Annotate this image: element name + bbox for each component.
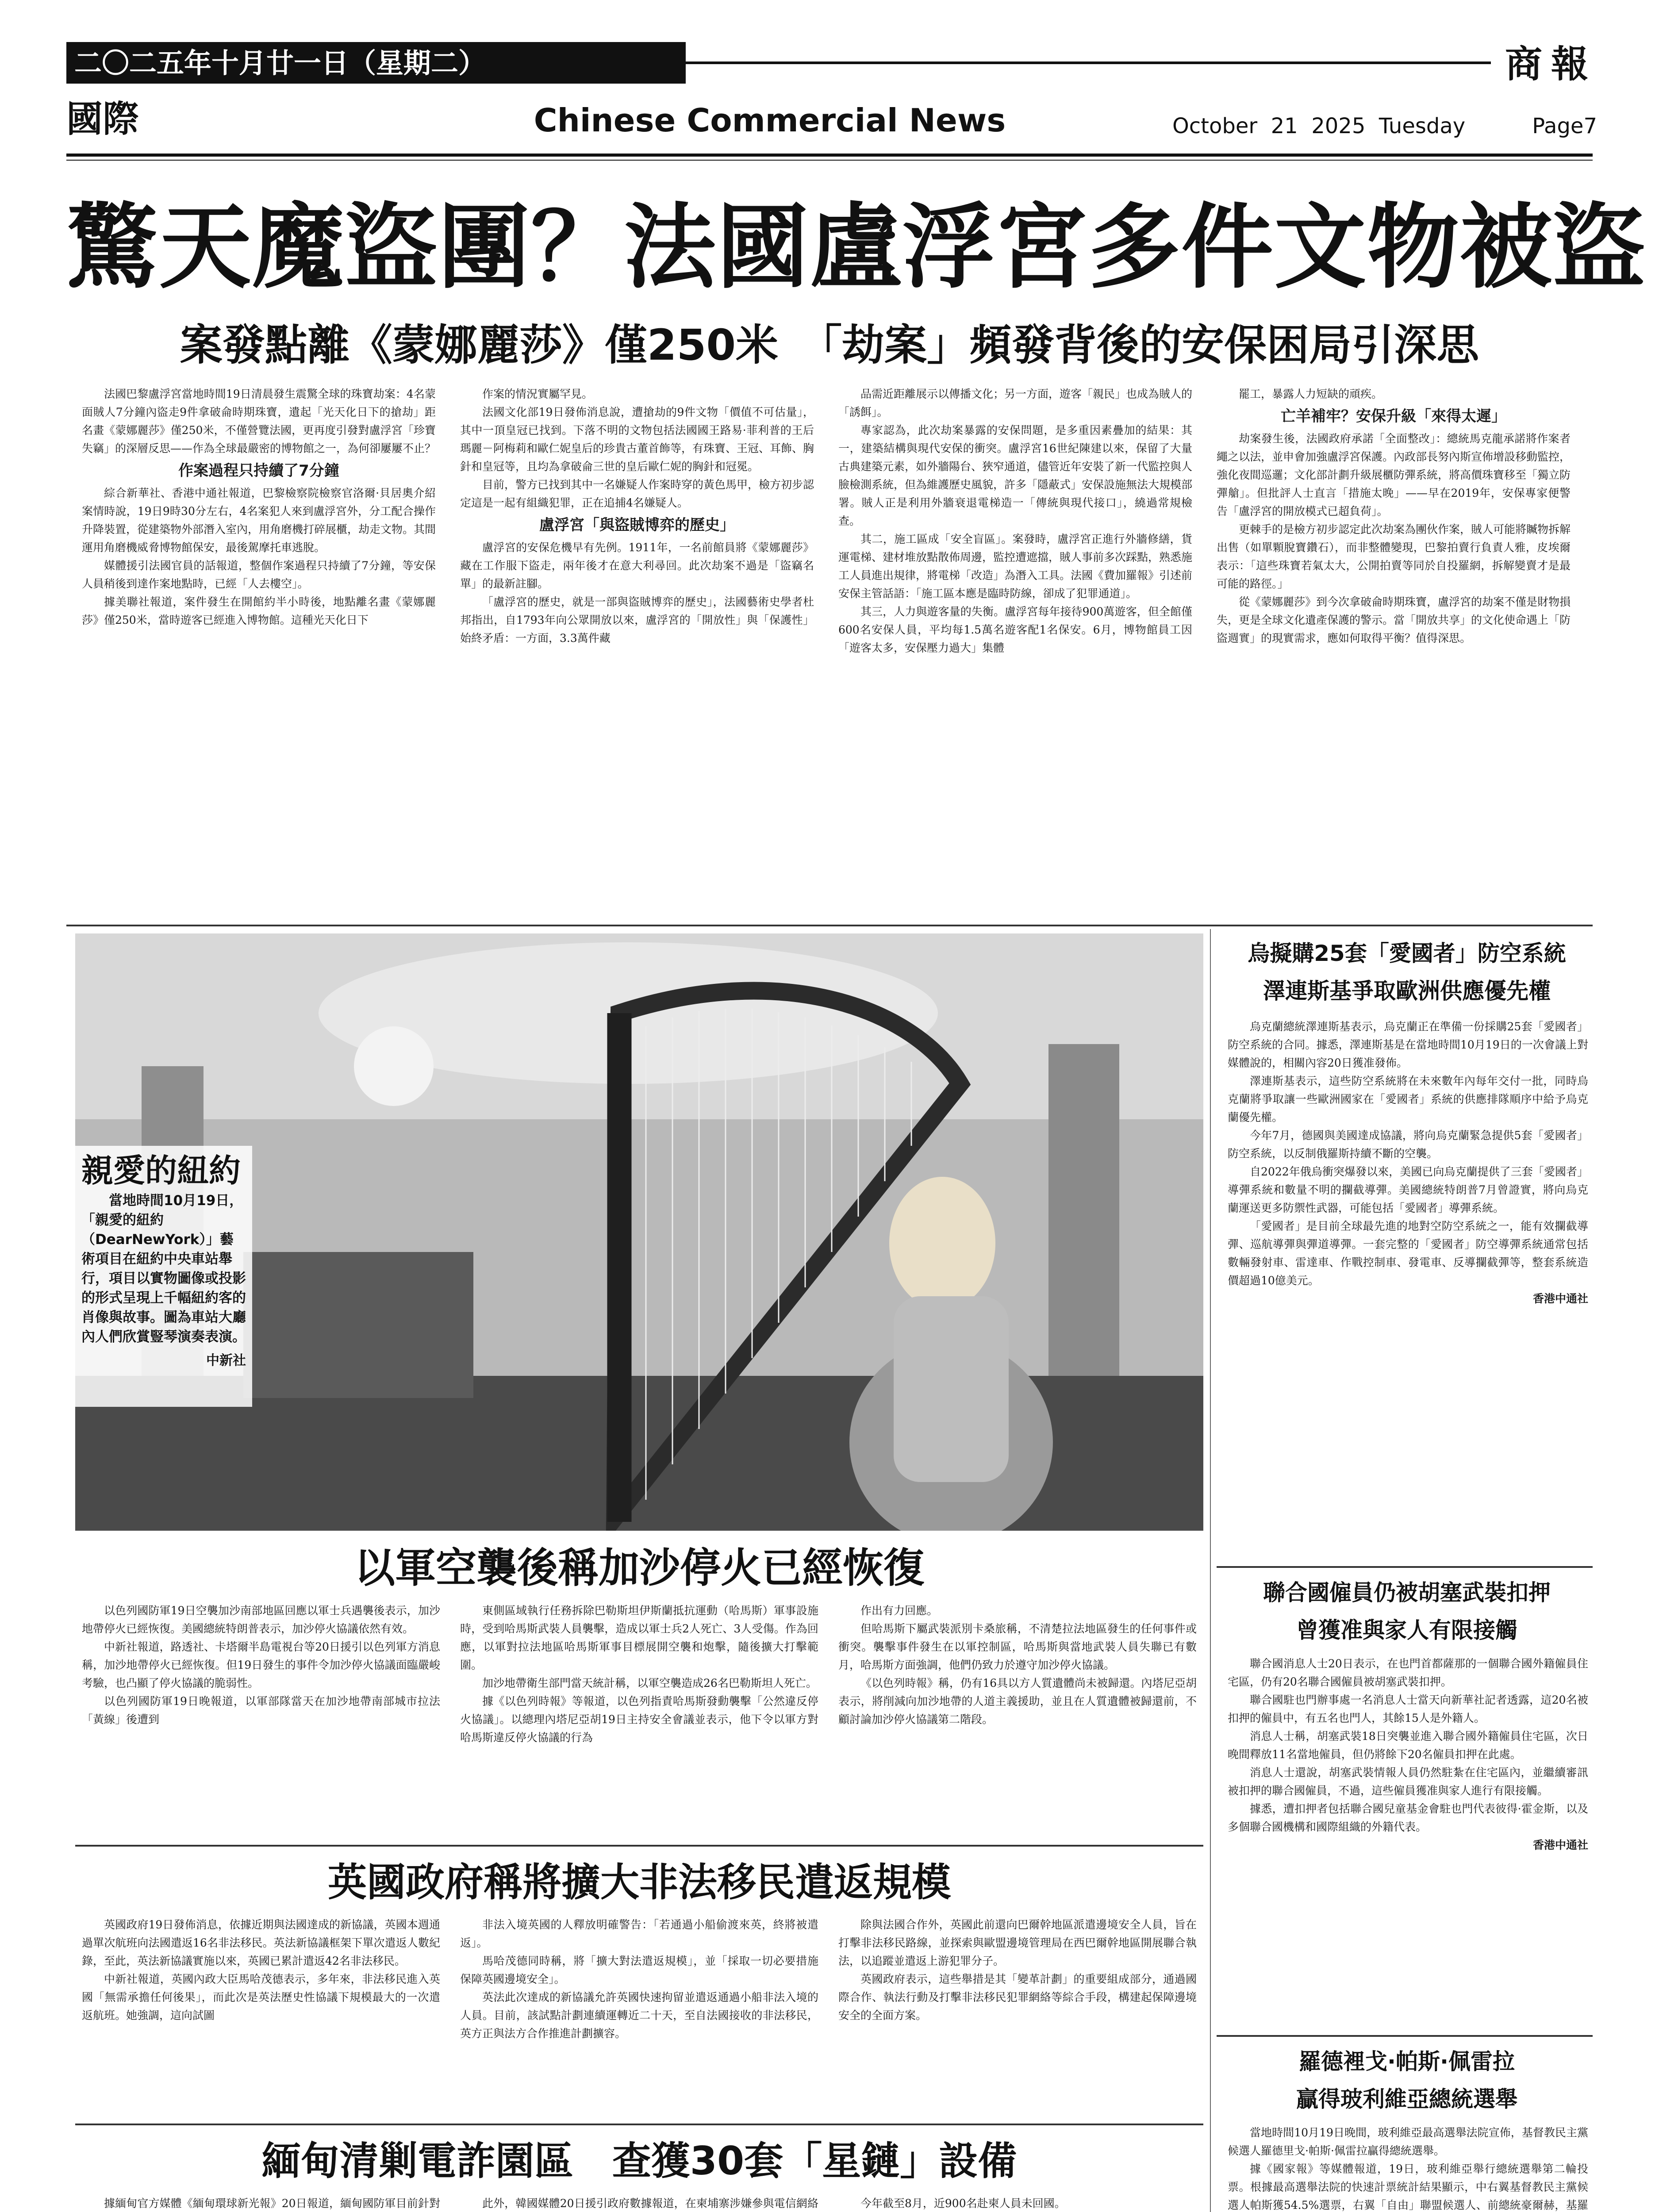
ukraine-body <box>1228 1018 1588 1562</box>
article-paragraph: 以色列國防軍19日空襲加沙南部地區回應以軍士兵遇襲後表示，加沙地帶停火已經恢復。美國總統特朗普表示，加沙停火協議依然有效。 <box>82 1604 440 1635</box>
masthead <box>66 42 1597 175</box>
sidebar-paragraph: 「愛國者」是目前全球最先進的地對空防空系統之一，能有效攔截導彈、巡航導彈與彈道導彈。一套完整的「愛國者」防空導彈系統通常包括數輛發射車、雷達車、作戰控制車、發電車、反導攔截彈等，整套系統造價超過10億美元。 <box>1228 1220 1588 1287</box>
article-paragraph: 其三，人力與遊客量的失衡。盧浮宮每年接待900萬遊客，但全館僅600名安保人員，平均每1.5萬名遊客配1名保安。6月，博物館員工因「遊客太多，安保壓力過大」集體 <box>838 605 1192 654</box>
article-paragraph: 據緬甸官方媒體《緬甸環球新光報》20日報道，緬甸國防軍目前針對 <box>104 2197 440 2210</box>
article-paragraph: 目前，警方已找到其中一名嫌疑人作案時穿的黃色馬甲，檢方初步認定這是一起有組織犯罪，正在追捕4名嫌疑人。 <box>460 478 814 509</box>
ukraine-headline-2: 澤連斯基爭取歐洲供應優先權 <box>1263 978 1551 1004</box>
divider-sidebar <box>1210 929 1211 2212</box>
divider-un <box>1217 2035 1593 2037</box>
uk-column-1 <box>82 1916 440 2119</box>
english-name: Chinese Commercial News <box>534 102 1006 139</box>
article-paragraph: 此外，韓國媒體20日援引政府數據報道，在柬埔寨涉嫌參與電信網絡 <box>482 2197 818 2210</box>
article-paragraph: 《以色列時報》稱，仍有16具以方人質遺體尚未被歸還。內塔尼亞胡表示，將削減向加沙地帶的人道主義援助，並且在人質遺體被歸還前，不顧討論加沙停火協議第二階段。 <box>838 1677 1197 1726</box>
sidebar-paragraph: 澤連斯基表示，這些防空系統將在未來數年內每年交付一批，同時烏克蘭將爭取讓一些歐洲國家在「愛國者」系統的供應排隊順序中給予烏克蘭優先權。 <box>1228 1075 1588 1124</box>
article-paragraph: 「盧浮宮的歷史，就是一部與盜賊博弈的歷史」，法國藝術史學者杜邦指出，自1793年向公眾開放以來，盧浮宮的「開放性」與「保護性」始終矛盾：一方面，3.3萬件藏 <box>460 595 814 645</box>
masthead-bottom-rule <box>66 154 1593 157</box>
article-paragraph: 非法入境英國的人釋放明確警告：「若通過小船偷渡來英，終將被遣返」。 <box>460 1918 818 1949</box>
sidebar-paragraph: 聯合國駐也門辦事處一名消息人士當天向新華社記者透露，這20名被扣押的僱員中，有五名也門人，其餘15人是外籍人。 <box>1228 1694 1588 1724</box>
bolivia-headline-1: 羅德裡戈·帕斯·佩雷拉 <box>1299 2049 1515 2074</box>
article-paragraph: 加沙地帶衛生部門當天統計稱，以軍空襲造成26名巴勒斯坦人死亡。 <box>482 1677 817 1690</box>
paper-name: 商報 <box>1505 42 1597 86</box>
gaza-column-1 <box>82 1601 440 1840</box>
gaza-column-2 <box>460 1601 818 1840</box>
article-subhead: 盧浮宮「與盜賊博弈的歷史」 <box>539 516 735 534</box>
article-paragraph: 除與法國合作外，英國此前還向巴爾幹地區派遣邊境安全人員，旨在打擊非法移民路線，並探索與歐盟邊境管理局在西巴爾幹地區開展聯合執法，以追蹤並遣返上游犯罪分子。 <box>838 1918 1197 1967</box>
divider-uk <box>75 2124 1203 2125</box>
uk-column-3 <box>838 1916 1197 2119</box>
uk-column-2 <box>460 1916 818 2119</box>
article-paragraph: 馬哈茂德同時稱，將「擴大對法遣返規模」，並「採取一切必要措施保障英國邊境安全」。 <box>460 1955 818 1985</box>
article-paragraph: 英國政府19日發佈消息，依據近期與法國達成的新協議，英國本週通過單次航班向法國遣返16名非法移民。英法新協議框架下單次遣返人數紀錄，至此，英法新協議實施以來，英國已累計遣返42名非法移民。 <box>82 1918 440 1967</box>
article-paragraph: 媒體援引法國官員的話報道，整個作案過程只持續了7分鐘，等安保人員稍後到達作案地點時，已經「人去樓空」。 <box>82 559 436 590</box>
article-subhead: 作案過程只持續了7分鐘 <box>178 462 339 480</box>
article-paragraph: 更棘手的是檢方初步認定此次劫案為團伙作案，賊人可能將贓物拆解出售（如單顆脫寶鑽石），而非整體變現，巴黎拍賣行負責人雅，皮埃爾表示：「這些珠寶若氣太大，公開拍賣等同於自投羅網，拆解變賣才是最可能的路徑。」 <box>1217 523 1571 590</box>
myanmar-column-1 <box>82 2194 440 2212</box>
article-paragraph: 法國巴黎盧浮宮當地時間19日清晨發生震驚全球的珠寶劫案：4名蒙面賊人7分鐘內盜走9件拿破侖時期珠寶，遺起「光天化日下的搶劫」距名畫《蒙娜麗莎》僅250米，不僅營覽法國，更再度引發對盧浮宮「珍寶失竊」的深層反思——作為全球最嚴密的博物館之一，為何卻屢屢不止？ <box>82 388 436 455</box>
lead-column-1 <box>82 385 436 920</box>
sidebar-paragraph: 消息人士還說，胡塞武裝情報人員仍然駐紮在住宅區內，並繼續審訊被扣押的聯合國僱員，不過，這些僱員獲准與家人進行有限接觸。 <box>1228 1766 1588 1797</box>
sidebar-paragraph: 自2022年俄烏衝突爆發以來，美國已向烏克蘭提供了三套「愛國者」導彈系統和數量不明的攔截導彈。美國總統特朗普7月曾證實，將向烏克蘭運送更多防禦性武器，可能包括「愛國者」導彈系統。 <box>1228 1165 1588 1214</box>
article-paragraph: 東側區域執行任務拆除巴勒斯坦伊斯蘭抵抗運動（哈馬斯）軍事設施時，受到哈馬斯武裝人員襲擊，造成以軍士兵2人死亡、3人受傷。作為回應，以軍對拉法地區哈馬斯軍事目標展開空襲和炮擊，隨後擴大打擊範圍。 <box>460 1604 818 1671</box>
article-paragraph: 罷工，暴露人力短缺的頑疾。 <box>1239 388 1383 400</box>
article-paragraph: 其二，施工區成「安全盲區」。案發時，盧浮宮正進行外牆修繕，貨運電梯、建材堆放點散佈周邊，監控遭遮擋，賊人事前多次踩點，熟悉施工人員進出規律，將電梯「改造」為潛入工具。法國《費加羅報》引述前安保主管話語：「施工區本應是臨時防線，卻成了犯罪通道」。 <box>838 533 1192 600</box>
article-paragraph: 從《蒙娜麗莎》到今次拿破侖時期珠寶，盧浮宮的劫案不僅是財物損失，更是全球文化遺產保護的警示。當「開放共享」的文化使命遇上「防盜週實」的現實需求，應如何取得平衡？值得深思。 <box>1217 595 1571 645</box>
divider-lead <box>66 925 1593 926</box>
article-paragraph: 但哈馬斯下屬武裝派別卡桑旅稱，不清楚拉法地區發生的任何事件或衝突。襲擊事件發生在以軍控制區，哈馬斯與當地武裝人員失聯已有數月，哈馬斯方面強調，他們仍致力於遵守加沙停火協議。 <box>838 1622 1197 1671</box>
article-paragraph: 綜合新華社、香港中通社報道，巴黎檢察院檢察官洛爾·貝居奧介紹案情時說，19日9時30分左右，4名案犯人來到盧浮宮外，分工配合操作升降裝置，從建築物外部潛入室內，用角磨機打碎展櫃，劫走文物。其間運用角磨機威脅博物館保安，最後駕摩托車逃脫。 <box>82 487 436 554</box>
lead-column-3 <box>838 385 1192 920</box>
article-paragraph: 劫案發生後，法國政府承諾「全面整改」：總統馬克龍承諾將作案者繩之以法，並申會加強盧浮宮保護。內政部長努內斯宣佈增設移動監控，強化夜間巡邏；文化部計劃升級展櫃防彈系統，將高價珠寶移至「獨立防彈艙」。但批評人士直言「措施太晚」——早在2019年，安保專家便警告「盧浮宮的開放模式已超負荷」。 <box>1217 432 1571 518</box>
masthead-date: 二〇二五年十月廿一日（星期二） <box>74 47 486 79</box>
article-paragraph: 作出有力回應。 <box>860 1604 938 1617</box>
lead-column-4 <box>1217 385 1571 920</box>
article-paragraph: 中新社報道，路透社、卡塔爾半島電視台等20日援引以色列軍方消息稱，加沙地帶停火已經恢復。但19日發生的事件令加沙停火協議面臨嚴峻考驗，也凸顯了停火協議的脆弱性。 <box>82 1640 440 1690</box>
english-date: October 21 2025 Tuesday <box>1172 114 1466 138</box>
un-headline-2: 曾獲准與家人有限接觸 <box>1296 1617 1517 1643</box>
page-number: Page7 <box>1532 114 1597 138</box>
article-paragraph: 據《以色列時報》等報道，以色列指責哈馬斯發動襲擊「公然違反停火協議」。以總理內塔尼亞胡19日主持安全會議並表示，他下令以軍方對哈馬斯違反停火協議的行為 <box>460 1695 818 1744</box>
article-paragraph: 今年截至8月，近900名赴柬人員未回國。 <box>860 2197 1066 2210</box>
section-label: 國際 <box>66 98 139 140</box>
myanmar-column-2 <box>460 2194 818 2212</box>
harp-photo <box>75 933 1203 1531</box>
lead-headline: 驚天魔盜團？法國盧浮宮多件文物被盜 <box>66 194 1646 301</box>
gaza-headline: 以軍空襲後稱加沙停火已經恢復 <box>354 1544 924 1592</box>
photo-caption-box <box>75 1146 252 1407</box>
article-paragraph: 專家認為，此次劫案暴露的安保問題，是多重因素疊加的結果：其一，建築結構與現代安保的衝突。盧浮宮16世紀陳建以來，保留了大量古典建築元素，如外牆陽台、狹窄通道，儘管近年安裝了新一代監控與人臉檢測系統，但為維護歷史風貌，許多「隱蔽式」安保設施無法大規模部署。賊人正是利用外牆衰退電梯造一「傳統與現代接口」，繞過常規檢查。 <box>838 424 1192 527</box>
lead-column-2 <box>460 385 814 920</box>
un-body <box>1228 1655 1588 2031</box>
sidebar-paragraph: 據悉，遭扣押者包括聯合國兒童基金會駐也門代表彼得·霍金斯，以及多個聯合國機構和國際組織的外籍代表。 <box>1228 1802 1588 1833</box>
un-headline-1: 聯合國僱員仍被胡塞武裝扣押 <box>1263 1580 1551 1605</box>
gaza-column-3 <box>838 1601 1197 1840</box>
bolivia-headline-2: 贏得玻利維亞總統選舉 <box>1296 2086 1517 2112</box>
article-paragraph: 作案的情況實屬罕見。 <box>482 388 593 400</box>
divider-ukraine <box>1217 1566 1593 1568</box>
sidebar-paragraph: 烏克蘭總統澤連斯基表示，烏克蘭正在準備一份採購25套「愛國者」防空系統的合同。據悉，澤連斯基是在當地時間10月19日的一次會議上對媒體說的，相關內容20日獲准發佈。 <box>1228 1020 1588 1069</box>
sidebar-paragraph: 據《國家報》等媒體報道，19日，玻利維亞舉行總統選舉第二輪投票。根據最高選舉法院的快速計票統計結果顯示，中右翼基督教民主黨候選人帕斯獲54.5%選票，右翼「自由」聯盟候選人、前總統豪爾赫，基羅 <box>1228 2162 1588 2212</box>
article-paragraph: 品需近距離展示以傳播文化；另一方面，遊客「親民」也成為賊人的「誘餌」。 <box>838 388 1192 419</box>
myanmar-column-3 <box>838 2194 1197 2212</box>
news-source: 香港中通社 <box>1532 1292 1588 1305</box>
ukraine-headline-1: 烏擬購25套「愛國者」防空系統 <box>1248 941 1566 966</box>
sidebar-paragraph: 當地時間10月19日晚間，玻利維亞最高選舉法院宣佈，基督教民主黨候選人羅德里戈·帕斯·佩雷拉贏得總統選舉。 <box>1228 2126 1588 2157</box>
bolivia-body <box>1228 2124 1588 2212</box>
divider-gaza <box>75 1845 1203 1847</box>
myanmar-headline: 緬甸清剿電詐園區 查獲30套「星鏈」設備 <box>261 2138 1017 2184</box>
news-source: 香港中通社 <box>1532 1839 1588 1851</box>
photo-caption-text: 當地時間10月19日，「親愛的紐約（DearNewYork）」藝術項目在紐約中央車站舉行，項目以實物圖像或投影的形式呈現上千幅紐約客的肖像與故事。圖為車站大廳內人們欣賞豎琴演奏表演。 <box>81 1193 246 1345</box>
article-paragraph: 據美聯社報道，案件發生在開館約半小時後，地點離名畫《蒙娜麗莎》僅250米，當時遊客已經進入博物館。這種光天化日下 <box>82 595 436 626</box>
article-paragraph: 盧浮宮的安保危機早有先例。1911年，一名前館員將《蒙娜麗莎》藏在工作服下盜走，兩年後才在意大利尋回。此次劫案不過是「盜竊名單」的最新註腳。 <box>460 541 814 590</box>
lead-subhead: 案發點離《蒙娜麗莎》僅250米 「劫案」頻發背後的安保困局引深思 <box>180 320 1479 370</box>
uk-headline: 英國政府稱將擴大非法移民遣返規模 <box>327 1859 951 1905</box>
article-paragraph: 中新社報道，英國內政大臣馬哈茂德表示，多年來，非法移民進入英國「無需承擔任何後果」，而此次是英法歷史性協議下規模最大的一次遣返航班。她強調，這向試圖 <box>82 1973 440 2022</box>
sidebar-paragraph: 聯合國消息人士20日表示，在也門首都薩那的一個聯合國外籍僱員住宅區，仍有20名聯合國僱員被胡塞武裝扣押。 <box>1228 1657 1588 1688</box>
article-paragraph: 英國政府表示，這些舉措是其「變革計劃」的重要組成部分，通過國際合作、執法行動及打擊非法移民犯罪網絡等綜合手段，構建起保障邊境安全的全面方案。 <box>838 1973 1197 2022</box>
article-paragraph: 法國文化部19日發佈消息說，遭搶劫的9件文物「價值不可估量」，其中一頂皇冠已找到。下落不明的文物包括法國國王路易·菲利普的王后瑪麗－阿梅莉和歐仁妮皇后的珍貴古董首飾等，有珠寶、王冠、耳飾、胸針和皇冠等，且均為拿破侖三世的皇后歐仁妮的胸針和冠冕。 <box>460 406 814 473</box>
sidebar-paragraph: 消息人士稱，胡塞武裝18日突襲並進入聯合國外籍僱員住宅區，次日晚間釋放11名當地僱員，但仍將餘下20名僱員扣押在此處。 <box>1228 1730 1588 1761</box>
photo-caption-source: 中新社 <box>206 1353 246 1368</box>
photo-caption-title: 親愛的紐約 <box>81 1152 241 1189</box>
sidebar-paragraph: 今年7月，德國與美國達成協議，將向烏克蘭緊急提供5套「愛國者」防空系統，以反制俄羅斯持續不斷的空襲。 <box>1228 1129 1588 1160</box>
article-paragraph: 英法此次達成的新協議允許英國快速拘留並遣返通過小船非法入境的人員。目前，該試點計劃連續運轉近二十天，至自法國接收的非法移民，英方正與法方合作推進計劃擴容。 <box>460 1991 818 2040</box>
article-subhead: 亡羊補牢？安保升級「來得太遲」 <box>1281 407 1506 425</box>
article-paragraph: 以色列國防軍19日晚報道，以軍部隊當天在加沙地帶南部城市拉法「黃線」後遭到 <box>82 1695 440 1726</box>
masthead-rule <box>686 61 1491 64</box>
masthead-bottom-rule-thin <box>66 160 1593 161</box>
